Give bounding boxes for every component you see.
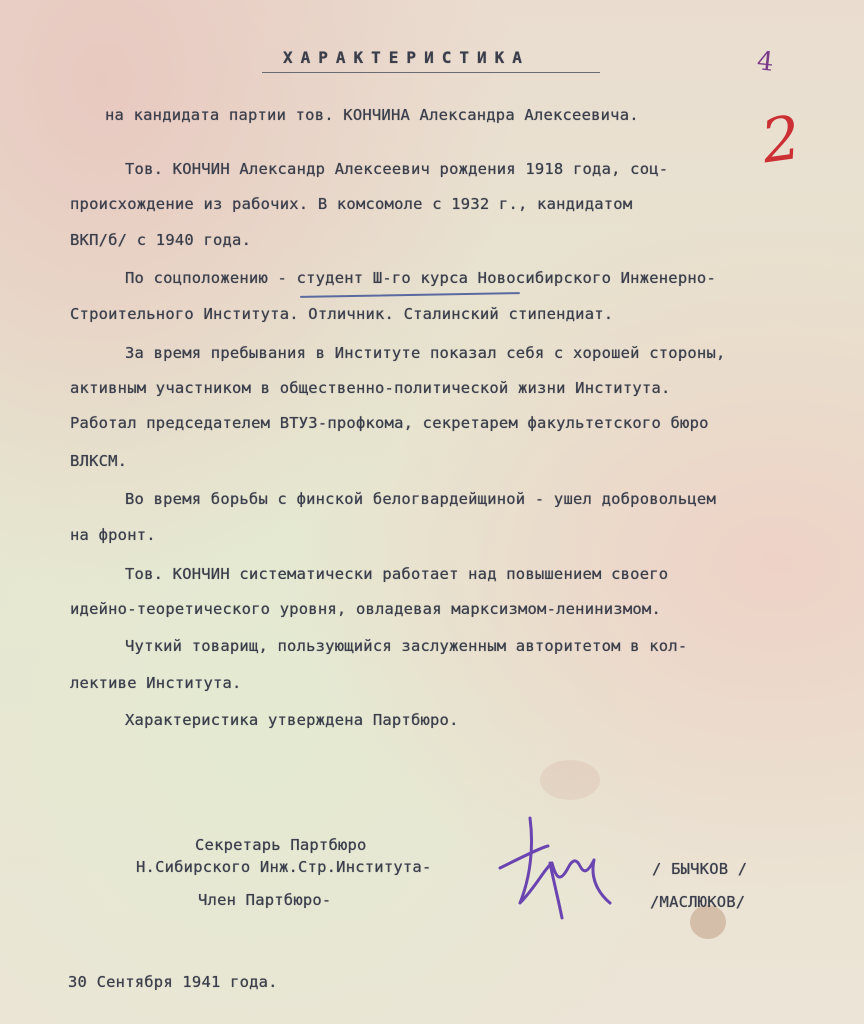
signature-role-line: Секретарь Партбюро [195,836,367,854]
signatory-name: /МАСЛЮКОВ/ [650,893,746,911]
margin-number-big: 2 [757,102,805,178]
pen-underline [300,292,520,298]
text-line: происхождение из рабочих. В комсомоле с 1932 г., кандидатом [70,195,633,213]
text-line: За время пребывания в Институте показал себя с хорошей стороны, [125,344,726,362]
text-line: По соцположению - студент Ш-го курса Новосибирского Инженерно- [125,269,716,287]
text-line: активным участником в общественно-политической жизни Института. [70,379,671,397]
signature-role-line: Н.Сибирского Инж.Стр.Института- [136,858,432,876]
paper-stain [540,760,600,800]
text-line: на фронт. [70,526,156,544]
text-line: ВЛКСМ. [70,452,128,470]
text-line: Работал председателем ВТУЗ-профкома, секретарем факультетского бюро [70,414,709,432]
margin-number-small: 4 [755,46,776,78]
text-line: Чуткий товарищ, пользующийся заслуженным авторитетом в кол- [125,637,688,655]
title-underline [262,72,600,73]
handwritten-signature [490,808,620,928]
text-line: на кандидата партии тов. КОНЧИНА Александра Алексеевича. [105,106,639,124]
text-line: Тов. КОНЧИН систематически работает над повышением своего [125,565,669,583]
text-line: Строительного Института. Отличник. Сталинский стипендиат. [70,305,614,323]
document-date: 30 Сентября 1941 года. [68,973,278,991]
text-line: лективе Института. [70,674,242,692]
text-line: ВКП/б/ с 1940 года. [70,231,252,249]
text-line: Характеристика утверждена Партбюро. [125,711,459,729]
text-line: Во время борьбы с финской белогвардейщиной - ушел добровольцем [125,490,716,508]
text-line: Тов. КОНЧИН Александр Алексеевич рождения 1918 года, соц- [125,160,669,178]
text-line: идейно-теоретического уровня, овладевая марксизмом-ленинизмом. [70,600,661,618]
document-title: ХАРАКТЕРИСТИКА [283,48,530,67]
signature-role-line: Член Партбюро- [198,891,332,909]
signatory-name: / БЫЧКОВ / [652,860,748,878]
